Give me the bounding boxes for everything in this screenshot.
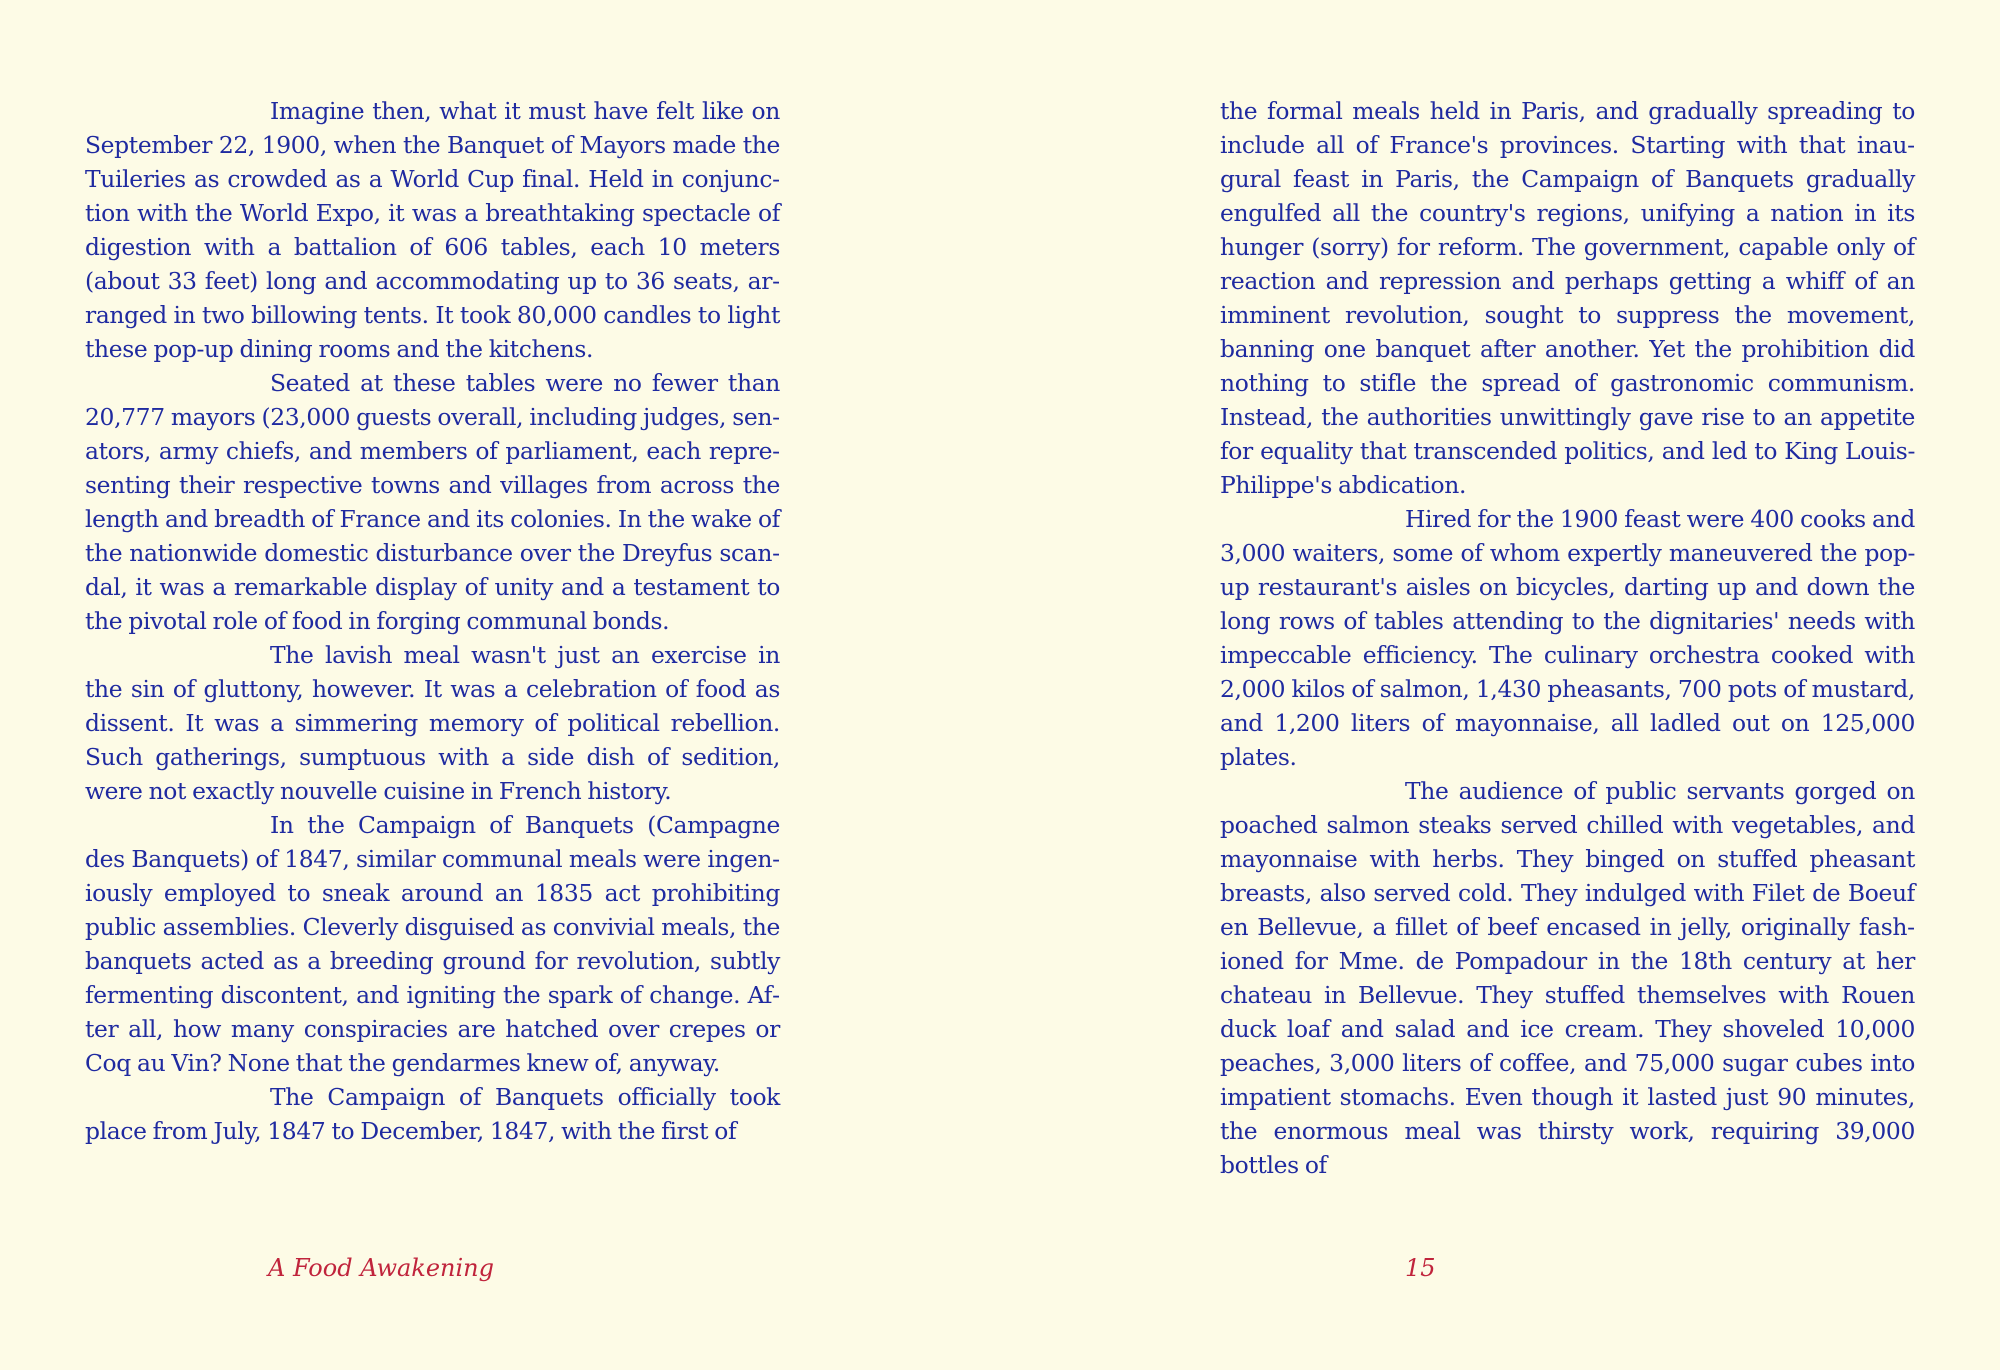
paragraph: In the Campaign of Banquets (Campagne des Banquets) of 1847, similar communal meals were ingeniously employed to sneak around an 1835 act prohibiting public assemblies. Cleverly disguised as convivial meals, the banquets acted as a breeding ground for revolution, subtly fermenting discontent, and igniting the spark of change. After all, how many conspiracies are hatched over crepes or Coq au Vin? None that the gendarmes knew of, anyway.: [85, 811, 780, 1077]
paragraph: Seated at these tables were no fewer than 20,777 mayors (23,000 guests overall, including judges, senators, army chiefs, and members of parliament, each representing their respective towns and villages from across the length and breadth of France and its colonies. In the wake of the nationwide domestic disturbance over the Dreyfus scandal, it was a remarkable display of unity and a testament to the pivotal role of food in forging communal bonds.: [85, 369, 780, 635]
paragraph: The lavish meal wasn't just an exercise in the sin of gluttony, however. It was a celebration of food as dissent. It was a simmering memory of political rebellion. Such gatherings, sumptuous with a side dish of sedition, were not exactly nouvelle cuisine in French history.: [85, 641, 780, 805]
page-number: 15: [1405, 1254, 1436, 1282]
paragraph: The Campaign of Banquets officially took place from July, 1847 to December, 1847, with the first of: [85, 1083, 780, 1145]
right-page: [1220, 94, 1915, 1182]
paragraph: the formal meals held in Paris, and gradually spreading to include all of France's provinces. Starting with that inaugural feast in Paris, the Campaign of Banquets gradually engulfed all the country's regions, unifying a nation in its hunger (sorry) for reform. The government, capable only of reaction and repression and perhaps getting a whiff of an imminent revolution, sought to suppress the movement, banning one banquet after another. Yet the prohibition did nothing to stifle the spread of gastronomic communism. Instead, the authorities unwittingly gave rise to an appetite for equality that transcended politics, and led to King Louis-Philippe's abdication.: [1220, 97, 1915, 499]
paragraph: The audience of public servants gorged on poached salmon steaks served chilled with vegetables, and mayonnaise with herbs. They binged on stuffed pheasant breasts, also served cold. They indulged with Filet de Boeuf en Bellevue, a fillet of beef encased in jelly, originally fashioned for Mme. de Pompadour in the 18th century at her chateau in Bellevue. They stuffed themselves with Rouen duck loaf and salad and ice cream. They shoveled 10,000 peaches, 3,000 liters of coffee, and 75,000 sugar cubes into impatient stomachs. Even though it lasted just 90 minutes, the enormous meal was thirsty work, requiring 39,000 bottles of: [1220, 777, 1915, 1179]
left-page: [85, 94, 780, 1148]
running-footer-title: A Food Awakening: [268, 1254, 494, 1282]
paragraph: Hired for the 1900 feast were 400 cooks and 3,000 waiters, some of whom expertly maneuvered the pop-up restaurant's aisles on bicycles, darting up and down the long rows of tables attending to the dignitaries' needs with impeccable efficiency. The culinary orchestra cooked with 2,000 kilos of salmon, 1,430 pheasants, 700 pots of mustard, and 1,200 liters of mayonnaise, all ladled out on 125,000 plates.: [1220, 505, 1915, 771]
paragraph: Imagine then, what it must have felt like on September 22, 1900, when the Banquet of Mayors made the Tuileries as crowded as a World Cup final. Held in conjunction with the World Expo, it was a breathtaking spectacle of digestion with a battalion of 606 tables, each 10 meters (about 33 feet) long and accommodating up to 36 seats, arranged in two billowing tents. It took 80,000 candles to light these pop-up dining rooms and the kitchens.: [85, 97, 780, 363]
